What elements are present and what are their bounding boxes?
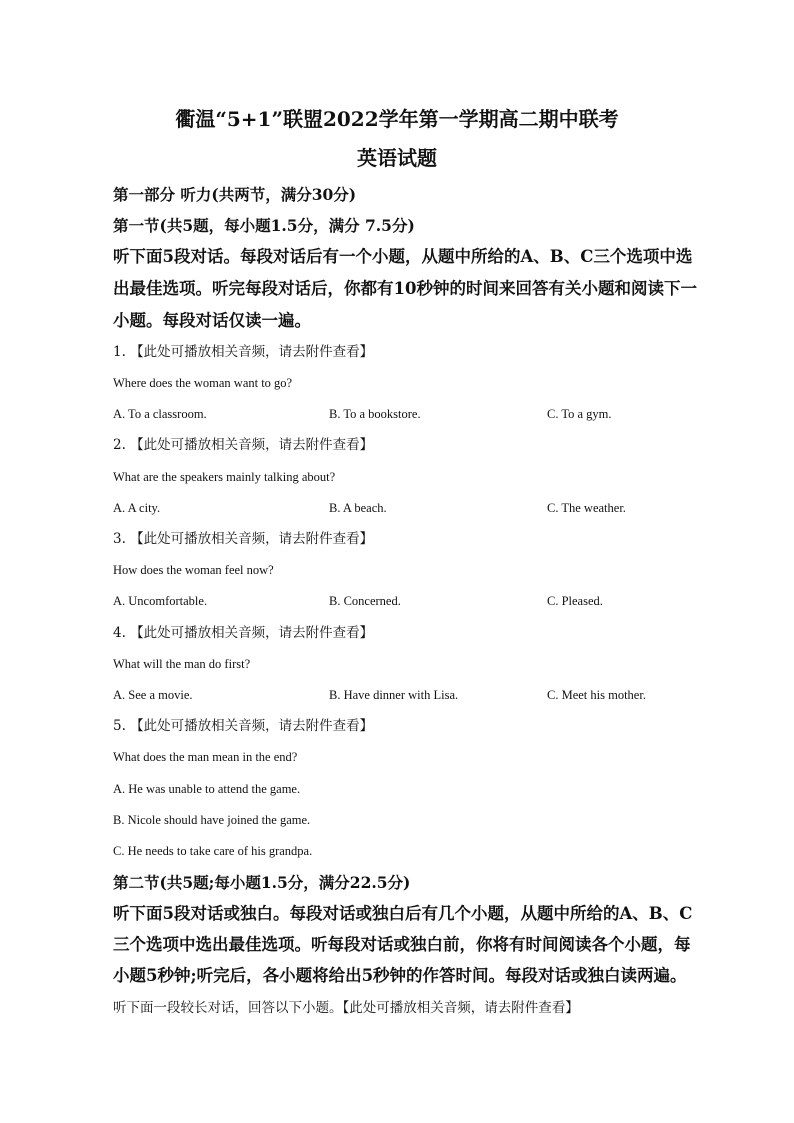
audio-note: 2. 【此处可播放相关音频，请去附件查看】: [113, 437, 374, 453]
section1-instruction-line: 听下面5段对话。每段对话后有一个小题，从题中所给的A、B、C三个选项中选: [113, 247, 693, 266]
section1-heading: 第一节(共5题，每小题1.5分，满分 7.5分): [113, 216, 415, 235]
option-b: B. Concerned.: [329, 594, 401, 608]
option-a: A. Uncomfortable.: [113, 594, 208, 608]
question-text: How does the woman feel now?: [113, 563, 274, 577]
option-c: C. Pleased.: [547, 594, 603, 608]
part1-heading: 第一部分 听力(共两节，满分30分): [113, 185, 357, 204]
question-text: Where does the woman want to go?: [113, 376, 293, 390]
section1-instruction-line: 出最佳选项。听完每段对话后，你都有10秒钟的时间来回答有关小题和阅读下一: [113, 279, 697, 298]
option-a: A. See a movie.: [113, 688, 193, 702]
question-text: What does the man mean in the end?: [113, 750, 298, 764]
dialogue-audio-note: 听下面一段较长对话，回答以下小题。【此处可播放相关音频，请去附件查看】: [113, 1000, 579, 1016]
option-b: B. Nicole should have joined the game.: [113, 813, 311, 827]
audio-note: 3. 【此处可播放相关音频，请去附件查看】: [113, 531, 374, 547]
section2-instruction-line: 三个选项中选出最佳选项。听每段对话或独白前，你将有时间阅读各个小题，每: [113, 935, 691, 954]
audio-note: 5. 【此处可播放相关音频，请去附件查看】: [113, 718, 374, 734]
option-c: C. Meet his mother.: [547, 688, 646, 702]
section2-instruction-line: 听下面5段对话或独白。每段对话或独白后有几个小题，从题中所给的A、B、C: [113, 904, 693, 923]
option-c: C. To a gym.: [547, 407, 612, 421]
option-c: C. He needs to take care of his grandpa.: [113, 844, 313, 858]
option-a: A. He was unable to attend the game.: [113, 782, 301, 796]
exam-title: 衢温“5+1”联盟2022学年第一学期高二期中联考: [175, 107, 619, 131]
option-c: C. The weather.: [547, 501, 626, 515]
question-text: What will the man do first?: [113, 657, 251, 671]
question-text: What are the speakers mainly talking about?: [113, 470, 336, 484]
section2-instruction-line: 小题5秒钟;听完后，各小题将给出5秒钟的作答时间。每段对话或独白读两遍。: [113, 966, 687, 985]
option-a: A. To a classroom.: [113, 407, 207, 421]
option-a: A. A city.: [113, 501, 161, 515]
audio-note: 4. 【此处可播放相关音频，请去附件查看】: [113, 625, 374, 641]
option-b: B. Have dinner with Lisa.: [329, 688, 459, 702]
audio-note: 1. 【此处可播放相关音频，请去附件查看】: [113, 344, 374, 360]
section2-heading: 第二节(共5题;每小题1.5分，满分22.5分): [113, 873, 411, 892]
section1-instruction-line: 小题。每段对话仅读一遍。: [113, 311, 311, 330]
option-b: B. A beach.: [329, 501, 387, 515]
subject-title: 英语试题: [357, 146, 437, 170]
option-b: B. To a bookstore.: [329, 407, 421, 421]
